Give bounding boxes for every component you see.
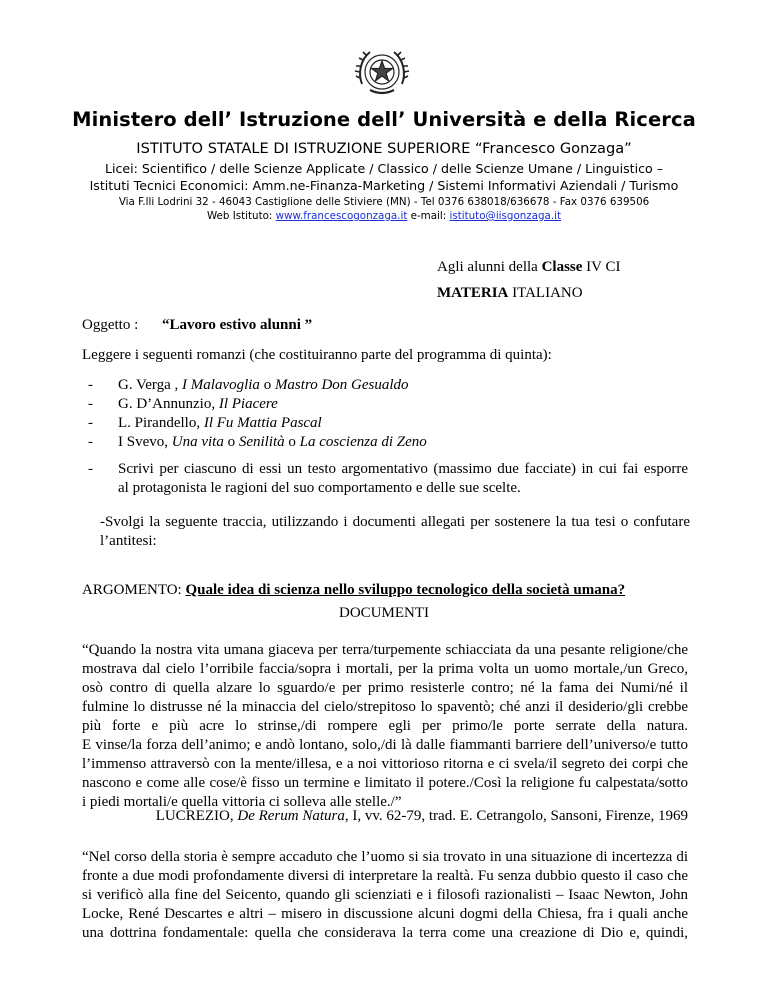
reading-intro: Leggere i seguenti romanzi (che costituiranno parte del programma di quinta): (82, 347, 552, 363)
argomento-line (82, 581, 625, 600)
argomento-label: ARGOMENTO: (82, 582, 186, 598)
website-link[interactable]: www.francescogonzaga.it (275, 210, 408, 222)
task-line: al protagonista le ragioni del suo comportamento e delle sue scelte. (118, 480, 521, 496)
list-item: - I Svevo, Una vita o Senilità o La coscienza di Zeno (88, 433, 427, 452)
traccia-instructions (100, 513, 690, 551)
quote-line: Locke, René Descartes e altri – misero in discussione alcuni dogmi della Chiesa, fra i quali anche (82, 906, 688, 922)
quote-line: “Quando la nostra vita umana giaceva per terra/turpemente schiacciata da una pesante religione/che (82, 642, 688, 658)
writing-task: - Scrivi per ciascuno di essi un testo argomentativo (massimo due facciate) in cui fai esporre al protagonista le ragioni del suo comportamento e delle sue scelte. (88, 461, 688, 496)
list-item: - G. Verga , I Malavoglia o Mastro Don Gesualdo (88, 376, 427, 395)
source-details: , I, vv. 62-79, trad. E. Cetrangolo, Sansoni, Firenze, 1969 (344, 808, 688, 824)
recipient-line (437, 258, 620, 277)
email-label: e-mail: (407, 210, 450, 222)
oggetto-value: “Lavoro estivo alunni ” (162, 317, 313, 333)
documenti-heading: DOCUMENTI (339, 605, 429, 621)
recipient-prefix: Agli alunni della (437, 259, 542, 275)
classe-label: Classe (541, 259, 583, 275)
quote-line: l’immenso attraversò con la mente/illesa, e a noi vittorioso ritorna e ci svela/il segreto dei corpi che (82, 756, 688, 772)
list-item: - G. D’Annunzio, Il Piacere (88, 395, 427, 414)
quote-line: si verificò alla fine del Seicento, quando gli scienziati e i filosofi razionalisti – Isaac Newton, John (82, 887, 688, 903)
email-link[interactable]: istituto@iisgonzaga.it (449, 210, 562, 222)
classe-value: IV CI (582, 259, 621, 275)
istituti-line: Istituti Tecnici Economici: Amm.ne-Finanza-Marketing / Sistemi Informativi Aziendali / Turismo (89, 178, 679, 193)
web-label: Web Istituto: (206, 210, 276, 222)
argomento-question: Quale idea di scienza nello sviluppo tecnologico della società umana? (185, 582, 626, 598)
quote-line: E vinse/la forza dell’animo; e andò lontano, solo,/di là dalle fiammanti barriere dell’universo/e tutto (82, 737, 688, 753)
licei-line: Licei: Scientifico / delle Scienze Applicate / Classico / delle Scienze Umane / Linguistico – (104, 161, 664, 176)
lucretius-quote (82, 641, 688, 812)
quote-line: “Nel corso della storia è sempre accaduto che l’uomo si sia trovato in una situazione di incertezza di (82, 849, 688, 865)
materia-label: MATERIA (437, 285, 509, 301)
source-work: De Rerum Natura (237, 808, 345, 824)
school-address: Via F.lli Lodrini 32 - 46043 Castiglione delle Stiviere (MN) - Tel 0376 638018/636678 - Fax 0376 639506 (118, 196, 650, 208)
novels-list (88, 376, 427, 452)
web-contact-line (0, 210, 768, 222)
materia-line (437, 284, 583, 303)
list-item: - L. Pirandello, Il Fu Mattia Pascal (88, 414, 427, 433)
traccia-line: l’antitesi: (100, 533, 157, 549)
quote-line: fronte a due modi profondamente diversi di interpretare la realtà. Fu senza dubbio questo il caso che (82, 868, 688, 884)
source-author: LUCREZIO, (155, 808, 238, 824)
school-name: ISTITUTO STATALE DI ISTRUZIONE SUPERIORE “Francesco Gonzaga” (136, 140, 632, 157)
quote-line: una dottrina fondamentale: quella che considerava la terra come una creazione di Dio e, quindi, (82, 925, 688, 941)
second-document-quote (82, 848, 688, 943)
ministry-title: Ministero dell’ Istruzione dell’ Università e della Ricerca (72, 108, 696, 131)
materia-value: ITALIANO (508, 285, 583, 301)
quote-line: mostrava dal cielo l’orribile faccia/sopra i mortali, per la prima volta un uomo mortale,/un Greco, (82, 661, 688, 677)
quote-line: fulmine lo distrusse né la minaccia del cielo/strepitoso lo spaventò; ché anzi il desiderio/gli crebbe (82, 699, 688, 715)
traccia-line: -Svolgi la seguente traccia, utilizzando i documenti allegati per sostenere la tua tesi o confutare (100, 514, 690, 530)
quote-line: osò contro di quella alzare lo sguardo/e per primo resisterle contro; né la fama dei Numi/né il (82, 680, 688, 696)
quote-line: più forte e più acre lo strinse,/di rompere egli per primo/le porte serrate della natura. (82, 718, 688, 734)
quote-line: nascono e come alle cose/è fisso un termine e limitato il potere./Così la religione fu calpestata/sotto (82, 775, 688, 791)
quote-line: i piedi mortali/e quella vittoria ci solleva alle stelle./” (82, 794, 402, 810)
oggetto-label: Oggetto : (82, 317, 139, 333)
lucretius-source (0, 807, 768, 826)
task-line: Scrivi per ciascuno di essi un testo argomentativo (massimo due facciate) in cui fai esporre (118, 461, 688, 477)
italian-republic-emblem-icon (352, 44, 412, 100)
